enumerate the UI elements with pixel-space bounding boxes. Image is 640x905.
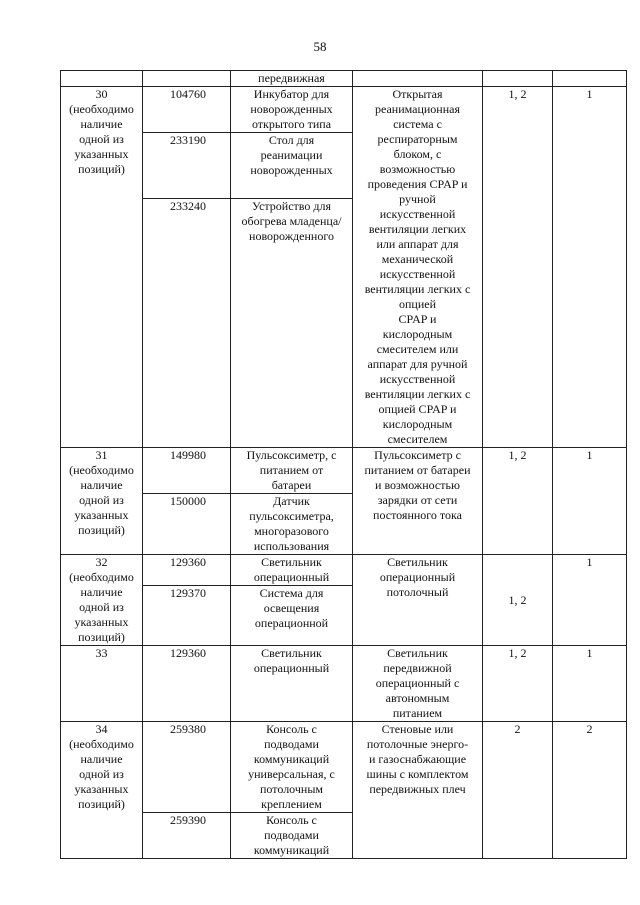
equipment-table — [60, 70, 627, 859]
equipment-name-cell: передвижная — [231, 71, 353, 87]
item-cell: 32 (необходимо наличие одной из указанных позиций) — [61, 555, 143, 646]
code-cell: 259390 — [143, 813, 231, 859]
equipment-name-cell: Устройство для обогрева младенца/ новорожденного — [231, 198, 353, 447]
code-cell: 129370 — [143, 586, 231, 646]
description-cell: Светильник передвижной операционный с автономным питанием — [353, 646, 483, 722]
code-cell: 129360 — [143, 555, 231, 586]
col-a-cell: 1, 2 — [483, 87, 553, 448]
equipment-name-cell: Инкубатор для новорожденных открытого типа — [231, 87, 353, 133]
table-row — [61, 87, 627, 133]
code-cell: 259380 — [143, 722, 231, 813]
equipment-name-cell: Светильник операционный — [231, 646, 353, 722]
item-cell: 33 — [61, 646, 143, 722]
col-b-cell: 1 — [553, 87, 627, 448]
code-cell: 233190 — [143, 133, 231, 199]
equipment-name-cell: Консоль с подводами коммуникаций универсальная, с потолочным креплением — [231, 722, 353, 813]
code-cell: 149980 — [143, 448, 231, 494]
table-row-continuation — [61, 71, 627, 87]
col-a-cell: 1, 2 — [483, 555, 553, 646]
table-row — [61, 722, 627, 813]
code-cell: 104760 — [143, 87, 231, 133]
description-cell: Стеновые или потолочные энерго- и газоснабжающие шины с комплектом передвижных плеч — [353, 722, 483, 859]
col-b-cell: 1 — [553, 555, 627, 646]
item-cell: 31 (необходимо наличие одной из указанных позиций) — [61, 448, 143, 555]
col-a-cell: 1, 2 — [483, 448, 553, 555]
description-cell: Открытая реанимационная система с респираторным блоком, с возможностью проведения CPAP и ручной искусственной вентиляции легких или аппарат для механической искусственной вентиляции легких с опцией CPAP и кислородным смесителем или аппарат для ручной искусственной вентиляции легких с опцией CPAP и кислородным смесителем — [353, 87, 483, 448]
col-a-cell: 2 — [483, 722, 553, 859]
code-cell: 233240 — [143, 198, 231, 447]
table-row — [61, 555, 627, 586]
equipment-name-cell: Консоль с подводами коммуникаций — [231, 813, 353, 859]
item-cell: 30 (необходимо наличие одной из указанных позиций) — [61, 87, 143, 448]
code-cell: 129360 — [143, 646, 231, 722]
col-a-cell: 1, 2 — [483, 646, 553, 722]
equipment-name-cell: Стол для реанимации новорожденных — [231, 133, 353, 199]
equipment-name-cell: Датчик пульсоксиметра, многоразового использования — [231, 494, 353, 555]
col-b-cell: 1 — [553, 448, 627, 555]
col-b-cell: 1 — [553, 646, 627, 722]
description-cell: Светильник операционный потолочный — [353, 555, 483, 646]
col-b-cell: 2 — [553, 722, 627, 859]
table-row — [61, 448, 627, 494]
item-cell: 34 (необходимо наличие одной из указанных позиций) — [61, 722, 143, 859]
equipment-name-cell: Пульсоксиметр, с питанием от батареи — [231, 448, 353, 494]
page-number: 58 — [313, 39, 327, 54]
description-cell: Пульсоксиметр с питанием от батареи и возможностью зарядки от сети постоянного тока — [353, 448, 483, 555]
equipment-name-cell: Светильник операционный — [231, 555, 353, 586]
code-cell: 150000 — [143, 494, 231, 555]
table-row — [61, 646, 627, 722]
equipment-name-cell: Система для освещения операционной — [231, 586, 353, 646]
